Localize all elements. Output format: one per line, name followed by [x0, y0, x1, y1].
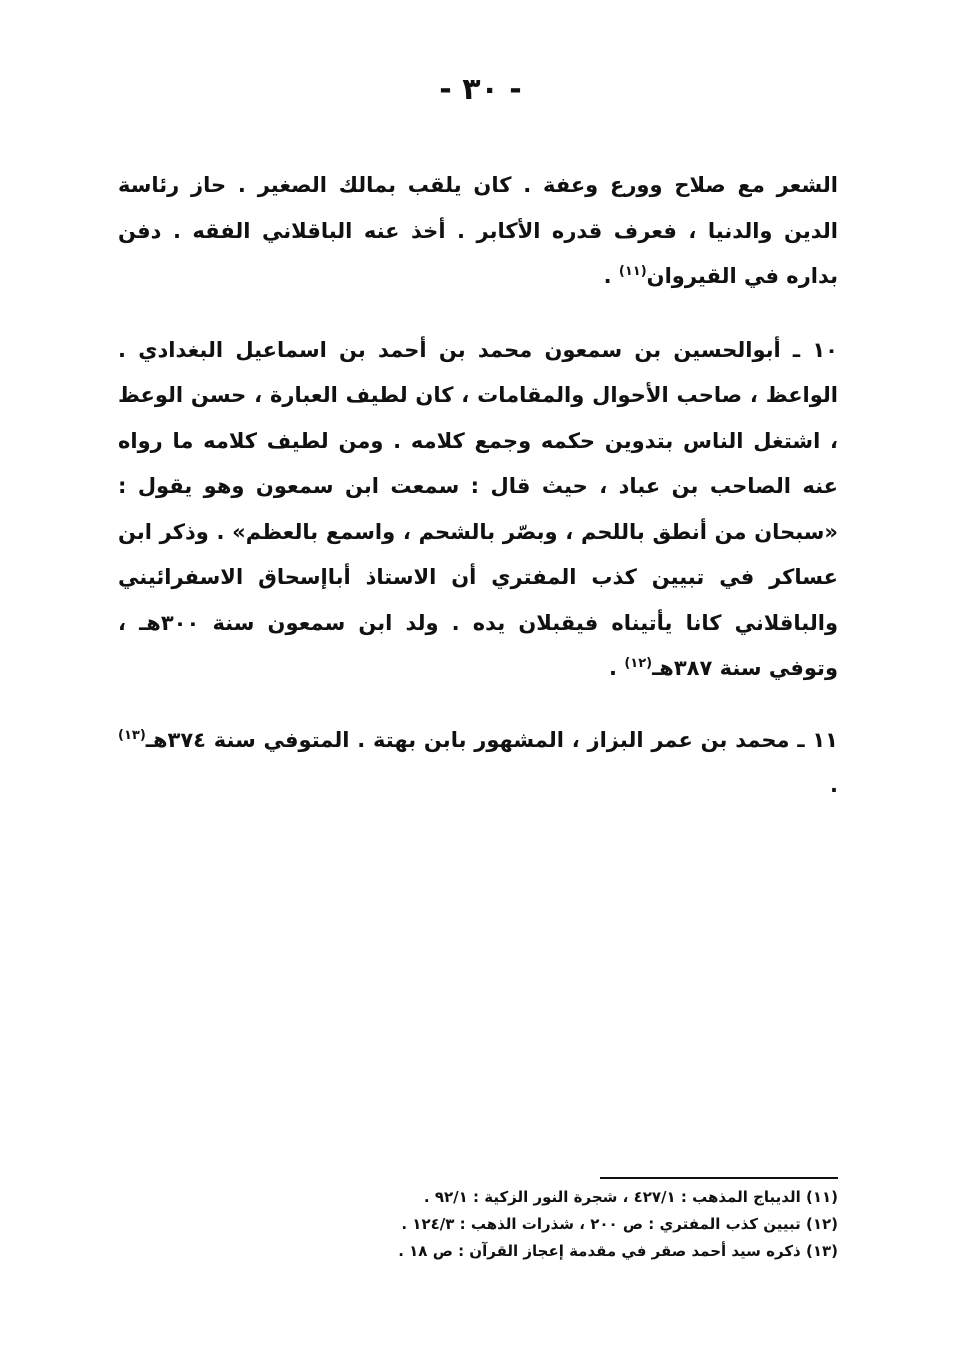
footnote-13: (١٣) ذكره سيد أحمد صقر في مقدمة إعجاز القرآن : ص ١٨ . — [398, 1242, 838, 1260]
footnote-ref-12: (١٢) — [624, 656, 653, 671]
footnote-11: (١١) الديباج المذهب : ٤٢٧/١ ، شجرة النور الزكية : ٩٢/١ . — [423, 1188, 838, 1206]
footnote-separator — [600, 1177, 838, 1179]
paragraph-end: . — [603, 264, 619, 288]
footnote-12: (١٢) تبيين كذب المفتري : ص ٢٠٠ ، شذرات الذهب : ١٢٤/٣ . — [401, 1215, 838, 1233]
paragraph-end: . — [609, 656, 625, 680]
main-text — [118, 163, 838, 835]
paragraph-text: ١١ ـ محمد بن عمر البزاز ، المشهور بابن بهتة . المتوفي سنة ٣٧٤هـ — [145, 727, 838, 752]
footnotes — [380, 1184, 838, 1265]
paragraph-entry-10 — [118, 328, 838, 692]
footnote-ref-13: (١٣) — [118, 727, 146, 743]
footnote-ref-11: (١١) — [618, 264, 647, 279]
paragraph-continuation — [118, 163, 838, 300]
paragraph-text: ١٠ ـ أبوالحسين بن سمعون محمد بن أحمد بن اسماعيل البغدادي . الواعظ ، صاحب الأحوال والمقامات ، كان لطيف العبارة ، حسن الوعظ ، اشتغل الناس بتدوين حكمه وجمع كلامه . ومن لطيف كلامه ما رواه عنه الصاحب بن عباد ، حيث قال : سمعت ابن سمعون وهو يقول : «سبحان من أنطق باللحم ، وبصّر بالشحم ، واسمع بالعظم» . وذكر ابن عساكر في تبيين كذب المفتري أن الاستاذ أباإسحاق الاسفرائيني والباقلاني كانا يأتيناه فيقبلان يده . ولد ابن سمعون سنة ٣٠٠هـ ، وتوفي سنة ٣٨٧هـ — [118, 337, 838, 680]
paragraph-entry-11 — [118, 718, 838, 809]
paragraph-text: الشعر مع صلاح وورع وعفة . كان يلقب بمالك الصغير . حاز رئاسة الدين والدنيا ، فعرف قدره الأكابر . أخذ عنه الباقلاني الفقه . دفن بداره في القيروان — [118, 173, 838, 288]
page-number: - ٣٠ - — [439, 72, 522, 107]
paragraph-end: . — [830, 773, 838, 797]
